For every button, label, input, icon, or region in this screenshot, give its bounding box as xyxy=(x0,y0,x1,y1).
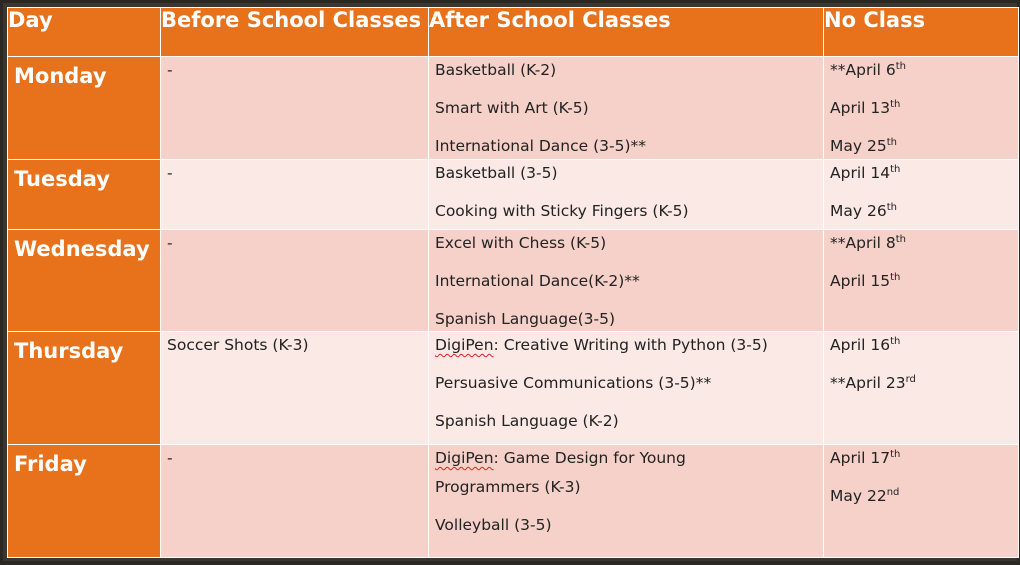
no-class-date: May 25th xyxy=(830,137,897,155)
after-school-class-continued: Programmers (K-3) xyxy=(435,478,581,496)
no-class-date: **April 23rd xyxy=(830,374,916,392)
day-label: Tuesday xyxy=(8,160,161,230)
after-school-class: Excel with Chess (K-5) xyxy=(435,234,607,252)
after-school-class: Basketball (K-2) xyxy=(435,61,557,79)
day-label: Friday xyxy=(8,445,161,558)
after-school-class: Smart with Art (K-5) xyxy=(435,99,589,117)
no-class-cell xyxy=(824,230,1019,332)
day-label: Wednesday xyxy=(8,230,161,332)
no-class-cell xyxy=(824,445,1019,558)
no-class-date: April 13th xyxy=(830,99,901,117)
header-day: Day xyxy=(8,8,161,57)
no-class-date: April 15th xyxy=(830,272,901,290)
header-row xyxy=(8,8,1019,57)
no-class-cell xyxy=(824,57,1019,160)
before-school-class: - xyxy=(167,164,173,182)
before-school-cell xyxy=(161,332,429,445)
before-school-class: - xyxy=(167,449,173,467)
no-class-date: May 26th xyxy=(830,202,897,220)
after-school-cell xyxy=(429,332,824,445)
header-after-school: After School Classes xyxy=(429,8,824,57)
after-school-class: Basketball (3-5) xyxy=(435,164,558,182)
no-class-date: April 14th xyxy=(830,164,901,182)
row-tuesday xyxy=(8,160,1019,230)
after-school-class: Spanish Language (K-2) xyxy=(435,412,619,430)
before-school-class: - xyxy=(167,234,173,252)
before-school-cell xyxy=(161,160,429,230)
class-schedule-table xyxy=(7,7,1019,558)
row-thursday xyxy=(8,332,1019,445)
digipen-brand: DigiPen xyxy=(435,336,494,354)
day-label: Thursday xyxy=(8,332,161,445)
row-friday xyxy=(8,445,1019,558)
header-before-school: Before School Classes xyxy=(161,8,429,57)
after-school-class: Cooking with Sticky Fingers (K-5) xyxy=(435,202,689,220)
after-school-class: Volleyball (3-5) xyxy=(435,516,552,534)
no-class-date: April 16th xyxy=(830,336,901,354)
after-school-cell xyxy=(429,445,824,558)
after-school-cell xyxy=(429,160,824,230)
slide-frame xyxy=(3,3,1017,561)
before-school-cell xyxy=(161,57,429,160)
after-school-cell xyxy=(429,57,824,160)
after-school-class: Spanish Language(3-5) xyxy=(435,310,616,328)
header-no-class: No Class xyxy=(824,8,1019,57)
no-class-cell xyxy=(824,332,1019,445)
day-label: Monday xyxy=(8,57,161,160)
after-school-class: International Dance (3-5)** xyxy=(435,137,647,155)
no-class-date: May 22nd xyxy=(830,487,900,505)
before-school-class: - xyxy=(167,61,173,79)
after-school-class: International Dance(K-2)** xyxy=(435,272,640,290)
no-class-date: **April 6th xyxy=(830,61,906,79)
no-class-date: April 17th xyxy=(830,449,901,467)
before-school-cell xyxy=(161,230,429,332)
digipen-brand: DigiPen xyxy=(435,449,494,467)
before-school-class: Soccer Shots (K-3) xyxy=(167,336,309,354)
after-school-class: DigiPen: Creative Writing with Python (3-5) xyxy=(435,336,768,354)
row-monday xyxy=(8,57,1019,160)
row-wednesday xyxy=(8,230,1019,332)
no-class-date: **April 8th xyxy=(830,234,906,252)
after-school-class: DigiPen: Game Design for Young xyxy=(435,449,686,467)
after-school-class: Persuasive Communications (3-5)** xyxy=(435,374,712,392)
before-school-cell xyxy=(161,445,429,558)
after-school-cell xyxy=(429,230,824,332)
no-class-cell xyxy=(824,160,1019,230)
